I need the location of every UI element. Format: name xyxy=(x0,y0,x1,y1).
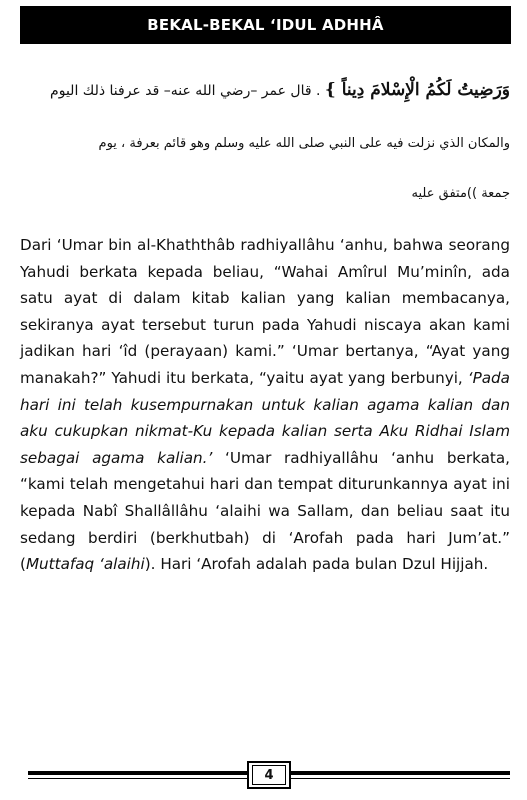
arabic-line-1-rest: . قال عمر –رضي الله عنه– قد عرفنا ذلك اليوم xyxy=(50,83,321,99)
arabic-line-3: جمعة ))متفق عليه xyxy=(411,186,510,201)
header-bar xyxy=(20,6,511,44)
quran-verse: وَرَضِيتُ لَكُمُ الْإِسْلامَ دِيناً } xyxy=(324,80,510,100)
body-text-source-italic: Muttafaq ‘alaihi xyxy=(25,555,145,574)
page-number-inner xyxy=(252,765,286,785)
page-number-box xyxy=(247,761,291,789)
body-text-part-1: Dari ‘Umar bin al-Khaththâb radhiyallâhu ‘anhu, bahwa seorang Yahudi berkata kepada beliau, “Wahai Amîrul Mu’minîn, ada satu ayat di dalam kitab kalian yang kalian membacanya, sekiranya ayat tersebut turun pada Yahudi niscaya akan kami jadikan hari ‘îd (perayaan) kami.” ‘Umar bertanya, “Ayat yang manakah?” Yahudi itu berkata, “yaitu ayat yang berbunyi, xyxy=(20,236,510,387)
body-text-quote-italic: ‘Pada hari ini telah kusempurnakan untuk kalian agama kalian dan aku cukupkan nikmat-Ku kepada kalian serta Aku Ridhai Islam sebagai agama kalian.’ xyxy=(20,368,510,467)
body-paragraph-text xyxy=(20,232,510,578)
arabic-line-2: والمكان الذي نزلت فيه على النبي صلى الله عليه وسلم وهو قائم بعرفة ، يوم xyxy=(98,136,510,151)
page-footer xyxy=(28,761,510,791)
page-number: 4 xyxy=(264,767,274,783)
body-text-part-5: ). Hari ‘Arofah adalah pada bulan Dzul Hijjah. xyxy=(144,555,489,574)
body-text-part-3: ‘Umar radhiyallâhu ‘anhu berkata, “kami telah mengetahui hari dan tempat diturunkannya ayat ini kepada Nabî Shallâllâhu ‘alaihi wa Sallam, dan beliau saat itu sedang berdiri (berkhutbah) di ‘Arofah pada hari Jum’at.” ( xyxy=(20,448,510,574)
page-header-title: BEKAL-BEKAL ‘IDUL ADHHÂ xyxy=(147,16,384,34)
arabic-line-1 xyxy=(50,80,510,100)
body-paragraph xyxy=(20,232,510,578)
